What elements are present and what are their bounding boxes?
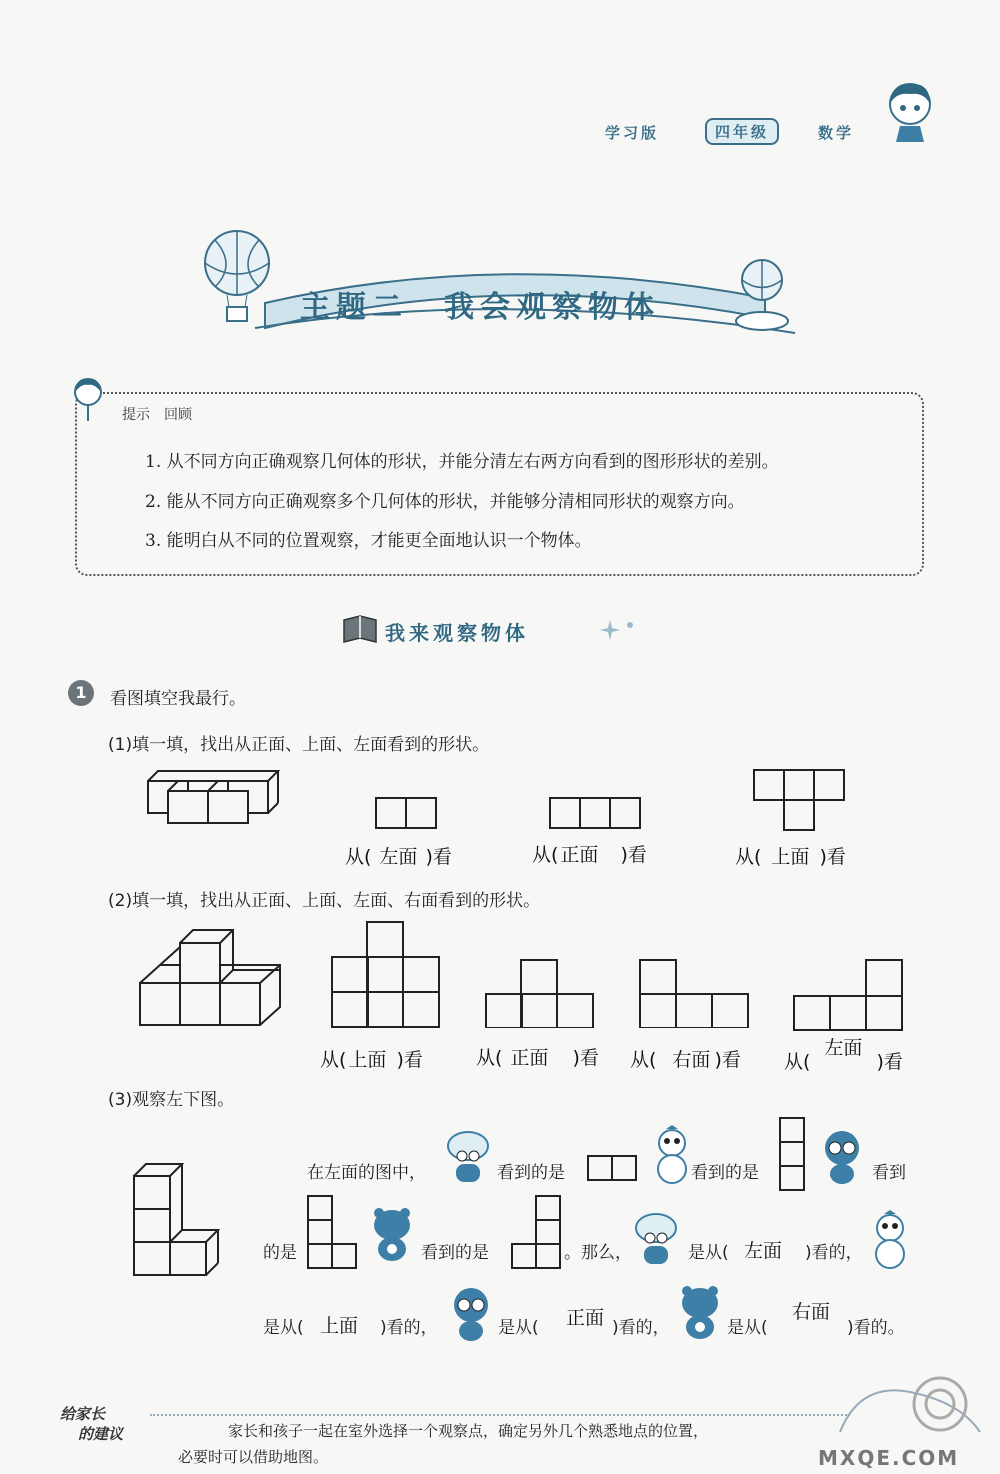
header-edition: 学习版 [605, 124, 660, 142]
part3-view-monkey [306, 1194, 360, 1270]
answer-prefix: 从( [532, 844, 559, 866]
part2-answer-1 [320, 1045, 423, 1072]
part1-answer-3 [735, 842, 846, 869]
hot-air-balloon-icon [200, 225, 275, 335]
section-title: 我来观察物体 [385, 621, 529, 645]
part2-answer-2 [476, 1043, 599, 1070]
answer-text: 左面 [824, 1037, 863, 1059]
part3-line3-e: 是从( [727, 1318, 768, 1338]
part3-line1-a: 在左面的图中， [307, 1163, 426, 1183]
part3-line2-d: 是从( [688, 1243, 729, 1263]
parent-advice-label [60, 1404, 123, 1444]
footer-text-line2: 必要时可以借助地图。 [178, 1448, 329, 1466]
part3-line2-answer: 左面 [744, 1240, 783, 1262]
header-grade: 四年级 [705, 118, 779, 145]
part3-line3-answer-2: 正面 [566, 1307, 605, 1329]
part3-line3-a: 是从( [263, 1318, 304, 1338]
answer-prefix: 从( [345, 846, 372, 868]
part2-solid-figure [135, 925, 295, 1030]
girl-mascot-icon [880, 80, 940, 150]
advice-label-line2: 的建议 [78, 1425, 124, 1443]
chicken-icon [652, 1125, 692, 1187]
footer-text-line1: 家长和孩子一起在室外选择一个观察点，确定另外几个熟悉地点的位置， [228, 1422, 709, 1440]
answer-text: 正面 [560, 844, 599, 866]
part3-line2-c: 。那么， [564, 1243, 632, 1263]
answer-text: 左面 [379, 846, 418, 868]
sparkle-icon [600, 615, 640, 645]
footer-divider [150, 1414, 850, 1416]
part3-view-chicken [778, 1116, 806, 1192]
part3-line3-answer-3: 右面 [792, 1301, 831, 1323]
answer-prefix: 从( [320, 1049, 347, 1071]
monkey-icon-2 [447, 1285, 495, 1341]
part1-answer-2 [532, 840, 647, 867]
part2-answer-3 [630, 1045, 741, 1072]
question-number: 1 [68, 680, 94, 706]
hippo-icon-2 [678, 1283, 722, 1341]
part1-view-top [752, 768, 846, 832]
banner-title: 主题二 我会观察物体 [300, 290, 660, 325]
part3-line3-c: 是从( [498, 1318, 539, 1338]
part3-solid-figure [128, 1158, 220, 1278]
header-subject: 数学 [818, 124, 855, 142]
part3-prompt: (3)观察左下图。 [108, 1090, 235, 1110]
part1-view-left [374, 796, 438, 830]
tips-label: 提示 回顾 [122, 407, 192, 423]
answer-suffix: )看 [425, 846, 452, 868]
tip-item-2: 2. 能从不同方向正确观察多个几何体的形状，并能够分清相同形状的观察方向。 [145, 492, 745, 512]
part2-view-left [792, 958, 904, 1032]
tip-item-1: 1. 从不同方向正确观察几何体的形状，并能分清左右两方向看到的图形形状的差别。 [145, 452, 779, 472]
part1-answer-1 [345, 842, 452, 869]
part3-line1-d: 看到 [872, 1163, 906, 1183]
small-balloon-icon [730, 255, 795, 335]
part1-solid-figure [140, 765, 280, 830]
part3-line3-answer-1: 上面 [320, 1315, 359, 1337]
part3-line3-b: )看的， [380, 1318, 438, 1338]
part3-view-hippo [510, 1194, 564, 1270]
part3-line1-b: 看到的是 [497, 1163, 565, 1183]
part2-prompt: (2)填一填，找出从正面、上面、左面、右面看到的形状。 [108, 891, 541, 911]
watermark: MXQE.COM [818, 1446, 960, 1470]
advice-label-line1: 给家长 [60, 1405, 106, 1423]
book-icon [340, 610, 380, 646]
answer-prefix: 从( [784, 1051, 811, 1073]
part2-view-top [330, 920, 442, 1028]
sheep-icon-2 [632, 1210, 680, 1266]
answer-text: 正面 [510, 1047, 549, 1069]
answer-text: 右面 [672, 1049, 711, 1071]
hippo-icon [370, 1205, 414, 1263]
answer-prefix: 从( [735, 846, 762, 868]
part2-answer-4 [784, 1037, 903, 1074]
part3-line2-e: )看的， [805, 1243, 863, 1263]
part1-view-front [548, 796, 642, 830]
answer-suffix: )看 [876, 1051, 903, 1073]
part3-line2-a: 的是 [263, 1243, 297, 1263]
sheep-icon [444, 1128, 492, 1184]
snail-decoration-icon [830, 1362, 990, 1442]
kid-icon [68, 375, 108, 425]
part2-view-front [484, 958, 596, 1028]
answer-text: 上面 [348, 1049, 387, 1071]
answer-prefix: 从( [630, 1049, 657, 1071]
part1-prompt: (1)填一填，找出从正面、上面、左面看到的形状。 [108, 735, 490, 755]
answer-suffix: )看 [572, 1047, 599, 1069]
answer-suffix: )看 [819, 846, 846, 868]
part3-line1-c: 看到的是 [691, 1163, 759, 1183]
tip-item-3: 3. 能明白从不同的位置观察，才能更全面地认识一个物体。 [145, 531, 592, 551]
answer-prefix: 从( [476, 1047, 503, 1069]
answer-suffix: )看 [714, 1049, 741, 1071]
answer-suffix: )看 [620, 844, 647, 866]
part3-line3-f: )看的。 [847, 1318, 905, 1338]
answer-suffix: )看 [396, 1049, 423, 1071]
part2-view-right [638, 958, 750, 1028]
question-title: 看图填空我最行。 [110, 689, 246, 709]
part3-line2-b: 看到的是 [421, 1243, 489, 1263]
chicken-icon-2 [870, 1210, 910, 1272]
monkey-icon [818, 1128, 866, 1184]
answer-text: 上面 [771, 846, 810, 868]
part3-line3-d: )看的， [612, 1318, 670, 1338]
part3-view-sheep [586, 1154, 638, 1182]
